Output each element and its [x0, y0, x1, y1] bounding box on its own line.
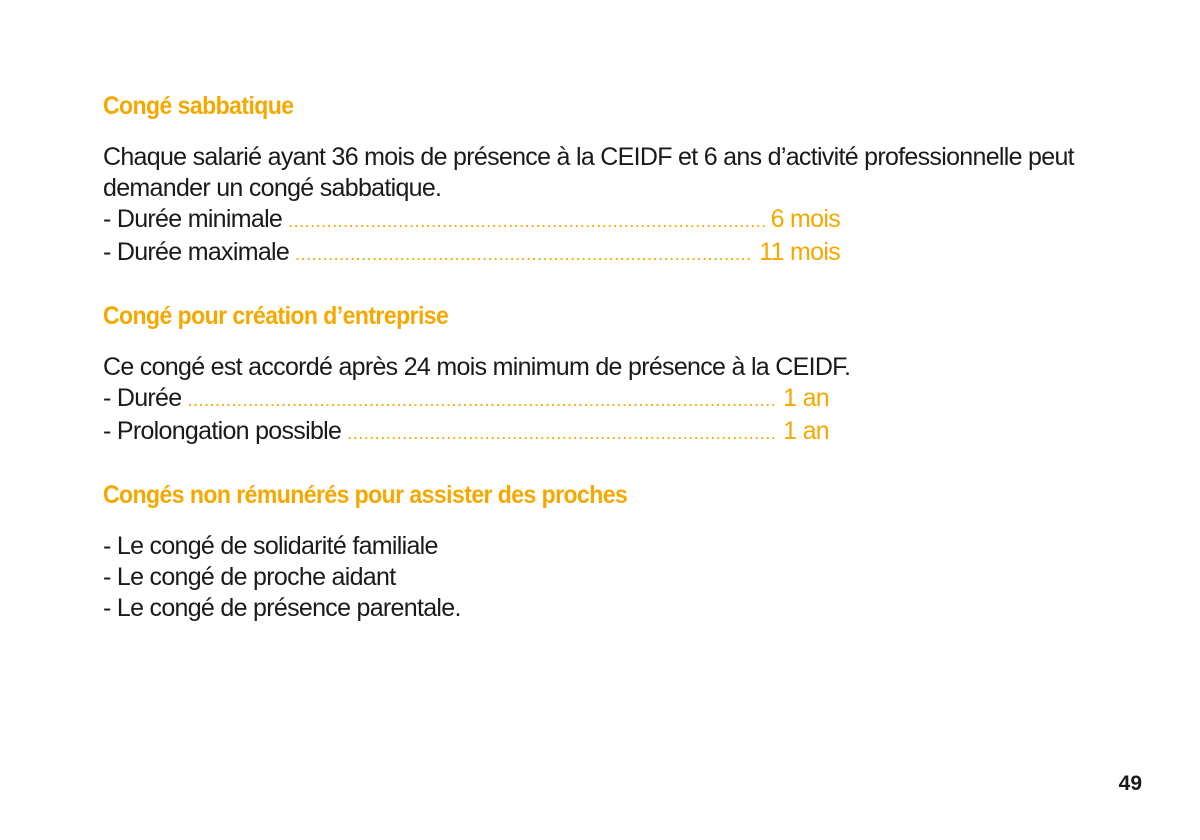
detail-row-duration [103, 383, 829, 416]
dot-leader [288, 206, 764, 237]
detail-list [103, 204, 840, 270]
page-number: 49 [1118, 772, 1142, 795]
section-paragraph: Chaque salarié ayant 36 mois de présence à la CEIDF et 6 ans d’activité professionnelle peut demander un congé sabbatique. [103, 143, 1074, 202]
section-unpaid-caregiver-leave [103, 479, 1123, 624]
section-title: Congés non rémunérés pour assister des proches [103, 481, 628, 509]
detail-label: - Durée minimale [103, 205, 283, 233]
list-item: - Le congé de présence parentale. [103, 594, 461, 622]
page-content [103, 90, 1123, 654]
dot-leader [187, 385, 777, 416]
detail-value: 1 an [783, 384, 829, 412]
section-title: Congé sabbatique [103, 92, 294, 120]
detail-label: - Prolongation possible [103, 417, 342, 445]
detail-value: 1 an [783, 417, 829, 445]
detail-label: - Durée maximale [103, 238, 290, 266]
list-item: - Le congé de proche aidant [103, 563, 396, 591]
section-title: Congé pour création d’entreprise [103, 302, 449, 330]
detail-row-extension [103, 416, 829, 449]
detail-label: - Durée [103, 384, 182, 412]
section-sabbatical-leave [103, 90, 1123, 270]
detail-row-min-duration [103, 204, 840, 237]
detail-value: 11 mois [759, 238, 840, 266]
list-item: - Le congé de solidarité familiale [103, 532, 438, 560]
section-business-creation-leave [103, 300, 1123, 449]
detail-list [103, 383, 829, 449]
dot-leader [295, 239, 753, 270]
dot-leader [347, 418, 777, 449]
section-paragraph: Ce congé est accordé après 24 mois minimum de présence à la CEIDF. [103, 353, 851, 381]
detail-value: 6 mois [770, 205, 840, 233]
detail-row-max-duration [103, 237, 840, 270]
